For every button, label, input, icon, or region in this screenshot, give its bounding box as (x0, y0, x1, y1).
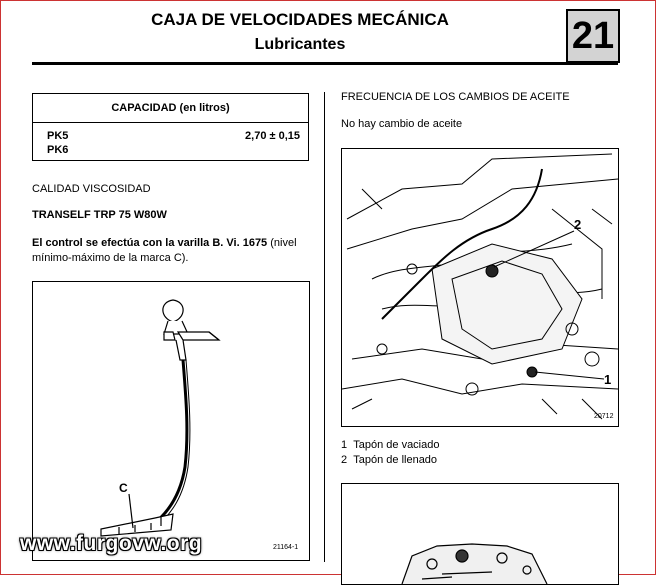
oil-change-note: No hay cambio de aceite (341, 118, 463, 130)
capacity-value: 2,70 ± 0,15 (245, 130, 300, 142)
legend-text-2: Tapón de llenado (353, 454, 438, 466)
capacity-model-pk5: PK5 (47, 130, 69, 142)
gearbox-callout-2: 2 (574, 217, 582, 232)
gearbox-callout-1: 1 (604, 372, 612, 387)
page-title: CAJA DE VELOCIDADES MECÁNICA (151, 10, 449, 29)
capacity-table (32, 93, 309, 161)
chapter-number-box: 21 (566, 9, 620, 63)
dipstick-check-text (32, 237, 297, 249)
dipstick-check-line2: mínimo-máximo de la marca C). (32, 252, 189, 264)
dipstick-check-bold: El control se efectúa con la varilla B. Vi. 1675 (32, 237, 268, 249)
legend-item-1 (341, 439, 439, 451)
watermark: www.furgovw.org (20, 532, 203, 555)
viscosity-heading: CALIDAD VISCOSIDAD (32, 183, 151, 195)
bottom-illustration (342, 484, 618, 584)
gearbox-figure-ref: 20712 (594, 413, 614, 420)
legend-item-2 (341, 454, 437, 466)
dipstick-figure-ref: 21164-1 (273, 544, 299, 551)
dipstick-label-c: C (119, 481, 128, 495)
gearbox-illustration (342, 149, 618, 426)
dipstick-illustration (33, 282, 309, 560)
gearbox-figure (341, 148, 619, 427)
page-subtitle: Lubricantes (254, 36, 346, 53)
lubricant-product: TRANSELF TRP 75 W80W (32, 209, 167, 221)
dipstick-check-rest: (nivel (267, 237, 297, 249)
dipstick-figure (32, 281, 310, 561)
legend-num-1: 1 (341, 439, 348, 451)
column-divider (324, 92, 325, 562)
header-rule (32, 62, 618, 65)
capacity-model-pk6: PK6 (47, 144, 69, 156)
legend-text-1: Tapón de vaciado (353, 439, 440, 451)
bottom-figure (341, 483, 619, 585)
capacity-table-heading: CAPACIDAD (en litros) (33, 94, 308, 123)
legend-num-2: 2 (341, 454, 348, 466)
oil-change-heading: FRECUENCIA DE LOS CAMBIOS DE ACEITE (341, 91, 570, 103)
